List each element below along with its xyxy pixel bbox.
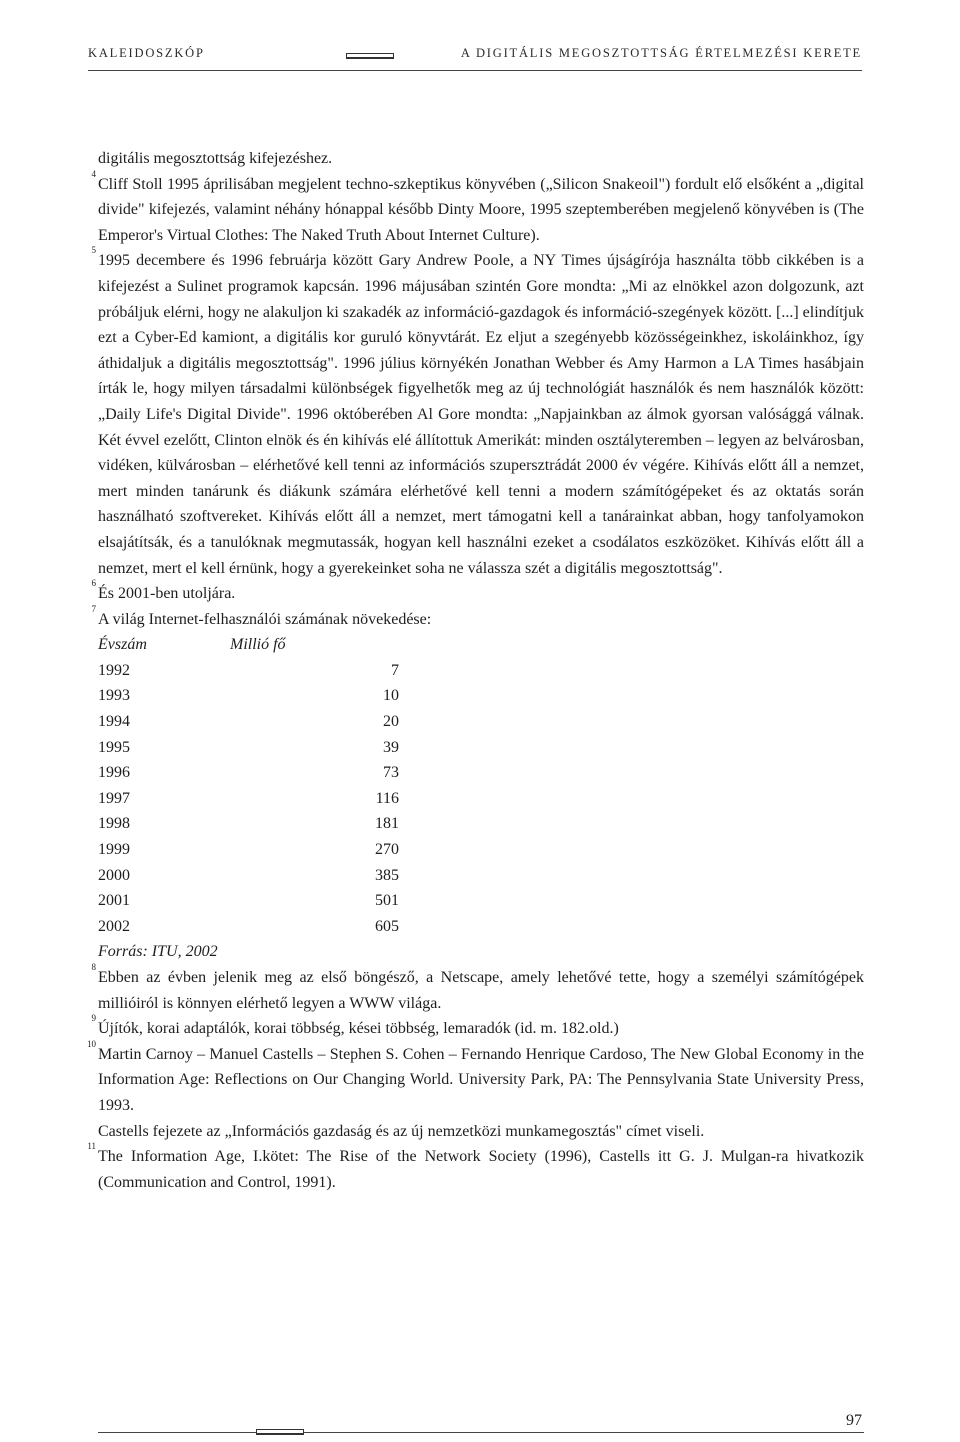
continued-text: digitális megosztottság kifejezéshez. — [98, 150, 333, 167]
footnote-text: 1995 decembere és 1996 februárja között Gary Andrew Poole, a NY Times újságírója használta több cikkében is a kifejezést a Sulinet programok kapcsán. 1996 májusában szintén Gore mondta: „Mi az elnökkel azon dolgozunk, azt próbáljuk elérni, hogy ne alakuljon ki szakadék az információ-gazdagok és információ-szegények között. [...] elindítjuk ezt a Cyber-Ed kamiont, a digitális kor guruló könyvtárát. Ez eljut a szegényebb közösségeinkhez, iskoláinkhoz, így áthidaljuk a digitális megosztottság". 1996 július környékén Jonathan Webber és Amy Harmon a LA Times hasábjain írták le, hogy milyen társadalmi különbségek figyelhetők meg az új technológiát használók és nem használók között: „Daily Life's Digital Divide". 1996 októberében Al Gore mondta: „Napjainkban az álmok gyorsan valósággá válnak. Két évvel ezelőtt, Clinton elnök és én kihívás elé állítottuk Amerikát: minden osztályteremben – legyen az belvárosban, vidéken, külvárosban – elérhetővé kell tenni az információs szupersztrádát 2000 év végére. Kihívás előtt áll a nemzet, mert minden tanárunk és diákunk számára elérhetővé kell tenni a modern számítógépeket és az oktatás során használható szoftvereket. Kihívás előtt áll a nemzet, mert támogatni kell a tanárainkat abban, hogy tanfolyamokon elsajátítsák, és a tanulóknak megmutassák, hogyan kell használni ezeket a csodálatos eszközöket. Kihívás előtt áll a nemzet, mert el kell érnünk, hogy a gyerekeinket soha ne válassza szét a digitális megosztottság". — [98, 252, 864, 577]
year-column-header: Évszám — [98, 636, 147, 654]
table-year: 1993 — [98, 687, 130, 705]
table-value: 501 — [375, 892, 399, 910]
running-header — [88, 46, 862, 66]
table-value: 116 — [375, 789, 399, 807]
footnote-text: A világ Internet-felhasználói számának növekedése: — [98, 610, 432, 628]
footnote-number: 7 — [91, 603, 96, 614]
table-header — [98, 632, 864, 658]
table-value: 7 — [391, 661, 399, 679]
footnote-9 — [91, 1013, 864, 1042]
table-source — [98, 939, 864, 965]
table-row — [98, 760, 864, 786]
footnote-10-continuation — [98, 1119, 864, 1145]
table-value: 605 — [375, 917, 399, 935]
table-value: 20 — [383, 713, 399, 731]
table-row — [98, 683, 864, 709]
table-row — [98, 863, 864, 889]
table-row — [98, 735, 864, 761]
footnote-number: 10 — [87, 1038, 96, 1049]
footnote-7 — [91, 603, 864, 633]
table-year: 1997 — [98, 789, 130, 807]
table-year: 1996 — [98, 764, 130, 782]
table-row — [98, 811, 864, 837]
header-section-title: KALEIDOSZKÓP — [88, 46, 205, 60]
footnote-text: Castells fejezete az „Információs gazdaság és az új nemzetközi munkamegosztás" címet viseli. — [98, 1122, 705, 1140]
footnote-number: 5 — [91, 245, 96, 256]
footnote-text: Ebben az évben jelenik meg az első böngésző, a Netscape, amely lehetővé tette, hogy a személyi számítógépek millióiról is könnyen elérhető legyen a WWW világa. — [98, 969, 864, 1012]
table-year: 1992 — [98, 661, 130, 679]
footnote-text: The Information Age, I.kötet: The Rise of the Network Society (1996), Castells itt G. J. Mulgan-ra hivatkozik (Communication and Control, 1991). — [98, 1148, 864, 1191]
footnotes-body — [87, 146, 864, 1195]
table-source-text: Forrás: ITU, 2002 — [98, 943, 218, 961]
footnote-number: 8 — [91, 962, 96, 972]
table-row — [98, 658, 864, 684]
table-row — [98, 914, 864, 940]
table-year: 1995 — [98, 738, 130, 756]
table-year: 1994 — [98, 713, 130, 731]
internet-users-table — [98, 632, 864, 965]
table-value: 270 — [375, 841, 399, 859]
footnote-11 — [87, 1141, 864, 1195]
table-year: 1998 — [98, 815, 130, 833]
footnote-number: 4 — [91, 168, 96, 179]
footnote-text: Cliff Stoll 1995 áprilisában megjelent techno-szkeptikus könyvében („Silicon Snakeoil") fordult elő elsőként a „digital divide" kifejezés, valamint néhány hónappal később Dinty Moore, 1995 szeptemberében megjelenő könyvében is (The Emperor's Virtual Clothes: The Naked Truth About Internet Culture). — [98, 175, 864, 244]
footnote-6 — [91, 578, 864, 607]
footnote-4 — [91, 168, 864, 249]
table-year: 1999 — [98, 841, 130, 859]
table-value: 181 — [375, 815, 399, 833]
table-value: 73 — [383, 764, 399, 782]
table-row — [98, 786, 864, 812]
table-row — [98, 837, 864, 863]
page-number: 97 — [846, 1412, 862, 1429]
table-year: 2001 — [98, 892, 130, 910]
table-value: 385 — [375, 866, 399, 884]
value-column-header: Millió fő — [230, 636, 286, 654]
table-value: 39 — [383, 738, 399, 756]
footnote-text: Martin Carnoy – Manuel Castells – Stephen S. Cohen – Fernando Henrique Cardoso, The New Global Economy in the Information Age: Reflections on Our Changing World. University Park, PA: The Pennsylvania State University Press, 1993. — [98, 1045, 864, 1114]
header-ornament — [346, 53, 394, 59]
footer-rule — [98, 1432, 864, 1433]
footnote-10 — [87, 1038, 864, 1119]
header-article-title: A DIGITÁLIS MEGOSZTOTTSÁG ÉRTELMEZÉSI KERETE — [460, 46, 862, 60]
header-rule — [88, 70, 862, 71]
table-year: 2000 — [98, 866, 130, 884]
table-row — [98, 888, 864, 914]
footnote-number: 9 — [91, 1013, 96, 1024]
table-year: 2002 — [98, 917, 130, 935]
table-value: 10 — [383, 687, 399, 705]
footer-ornament — [256, 1429, 304, 1435]
footnote-5 — [91, 245, 864, 581]
table-row — [98, 709, 864, 735]
footnote-number: 6 — [91, 578, 96, 589]
footnote-text: Újítók, korai adaptálók, korai többség, kései többség, lemaradók (id. m. 182.old.) — [98, 1020, 619, 1038]
footnote-text: És 2001-ben utoljára. — [98, 585, 236, 603]
footnote-number: 11 — [87, 1141, 96, 1152]
footnote-8 — [91, 962, 864, 1016]
